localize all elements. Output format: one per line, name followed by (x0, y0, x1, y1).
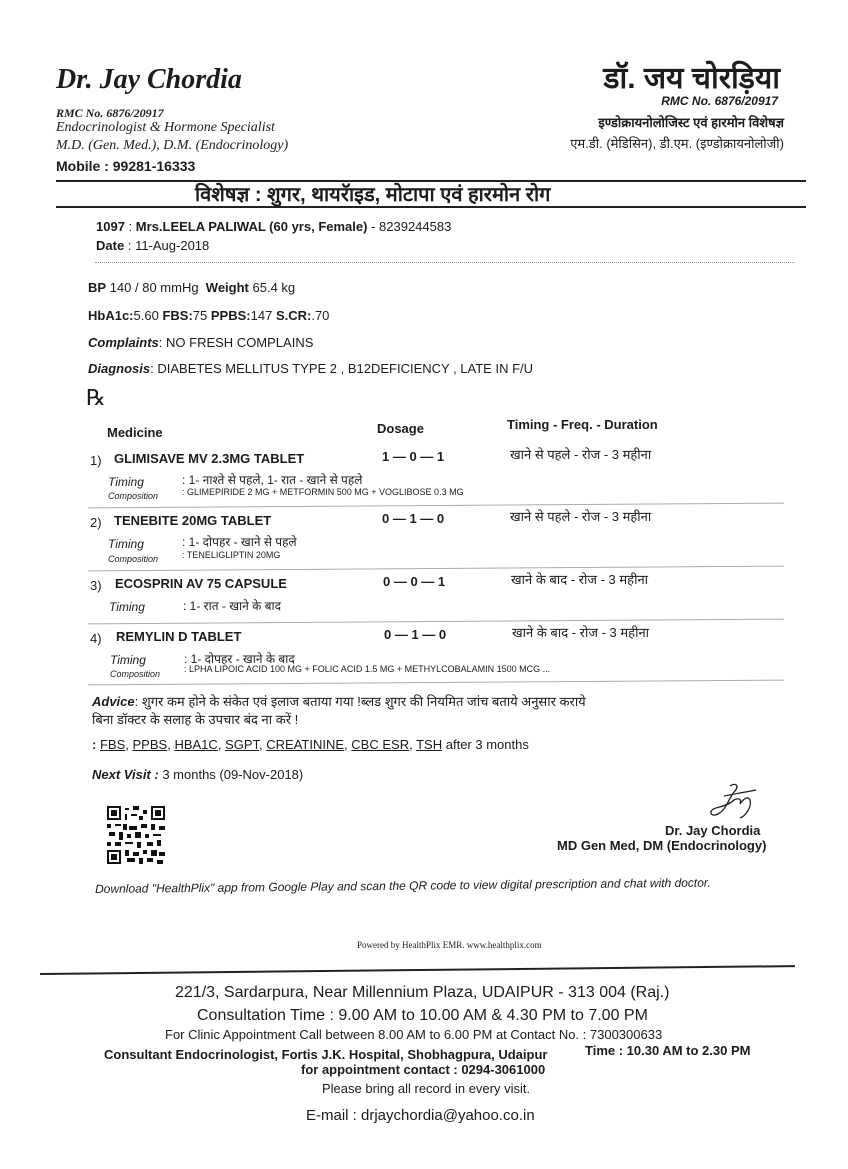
labs-line (88, 308, 329, 323)
dosage-header: Dosage (377, 421, 424, 436)
footer-appointment: For Clinic Appointment Call between 8.00 AM to 6.00 PM at Contact No. : 7300300633 (165, 1027, 663, 1042)
test-sep: , (167, 737, 171, 752)
date-label: Date (96, 238, 125, 253)
medicine-name: TENEBITE 20MG TABLET (114, 513, 272, 528)
medicine-timing: : 1- दोपहर - खाने के बाद (184, 652, 295, 666)
medicine-name: REMYLIN D TABLET (116, 629, 242, 644)
date-colon: : (127, 238, 132, 253)
ppbs-label: PPBS: (210, 308, 251, 323)
composition-label: Composition (110, 669, 161, 679)
visit-date: 11-Aug-2018 (135, 238, 210, 253)
advice-line-1 (92, 692, 586, 710)
test-sep: , (259, 737, 263, 752)
footer-fortis: Consultant Endocrinologist, Fortis J.K. Hospital, Shobhagpura, Udaipur (104, 1047, 548, 1062)
test-sgpt: SGPT (225, 737, 260, 752)
test-sep: , (344, 737, 348, 752)
test-ppbs: PPBS (132, 737, 168, 752)
medicine-timing: : 1- रात - खाने के बाद (183, 599, 281, 613)
test-cbc-esr: CBC ESR (351, 737, 410, 752)
test-sep: , (217, 737, 222, 752)
doctor-name-hi: डॉ. जय चोरड़िया (603, 62, 780, 95)
medicine-dosage: 0 — 0 — 1 (383, 574, 446, 589)
row-divider (88, 503, 784, 509)
medicine-name: GLIMISAVE MV 2.3MG TABLET (114, 451, 305, 466)
download-app-text: Download "HealthPlix" app from Google Play and scan the QR code to view digital prescription and chat with doctor. (95, 875, 711, 896)
powered-by: Powered by HealthPlix EMR. www.healthplix.com (357, 940, 542, 950)
degrees-en: M.D. (Gen. Med.), D.M. (Endocrinology) (56, 138, 289, 153)
weight-label: Weight (205, 280, 249, 295)
medicine-freq: खाने से पहले - रोज - 3 महीना (510, 509, 652, 524)
speciality-banner: विशेषज्ञ : शुगर, थायरॅाइड, मोटापा एवं हारमोन रोग (195, 184, 551, 206)
medicine-composition: : LPHA LIPOIC ACID 100 MG + FOLIC ACID 1.5 MG + METHYLCOBALAMIN 1500 MCG ... (184, 664, 551, 674)
medicine-name: ECOSPRIN AV 75 CAPSULE (115, 576, 287, 591)
row-divider (88, 619, 784, 625)
patient-id: 1097 (96, 219, 125, 234)
patient-phone: - 8239244583 (371, 219, 452, 234)
test-fbs: FBS (99, 737, 126, 752)
medicine-number: 3) (90, 578, 102, 593)
advice-text-1: : शुगर कम होने के संकेत एवं इलाज बताया गया !ब्लड शुगर की नियमित जांच बताये अनुसार कराये (134, 694, 586, 709)
signature-scribble-icon (700, 780, 760, 820)
complaints-text: : NO FRESH COMPLAINS (158, 335, 314, 350)
date-line (96, 238, 209, 253)
signature-degree: MD Gen Med, DM (Endocrinology) (557, 838, 767, 853)
scr-label: S.CR: (275, 308, 312, 323)
ppbs-value: 147 (250, 308, 273, 323)
tests-prefix: : (92, 737, 97, 752)
next-visit-value: 3 months (09-Nov-2018) (162, 767, 304, 782)
diagnosis-label: Diagnosis (88, 361, 151, 376)
footer-fortis-time: Time : 10.30 AM to 2.30 PM (585, 1043, 751, 1058)
hba1c-value: 5.60 (133, 308, 159, 323)
footer-rule (40, 965, 795, 975)
timing-label: Timing (108, 475, 144, 489)
medicine-freq: खाने के बाद - रोज - 3 महीना (512, 625, 650, 640)
medicine-timing: : 1- दोपहर - खाने से पहले (182, 535, 297, 549)
medicine-number: 2) (90, 515, 102, 530)
footer-address: 221/3, Sardarpura, Near Millennium Plaza, UDAIPUR - 313 004 (Raj.) (175, 984, 670, 1001)
timing-label: Timing (108, 537, 144, 551)
diagnosis-text: : DIABETES MELLITUS TYPE 2 , B12DEFICIENCY , LATE IN F/U (150, 361, 534, 376)
tests-line (92, 737, 529, 752)
doctor-name-en: Dr. Jay Chordia (56, 64, 242, 95)
test-sep: , (409, 737, 413, 752)
fbs-label: FBS: (162, 308, 193, 323)
rx-symbol: ℞ (86, 386, 106, 411)
patient-divider (95, 262, 795, 263)
test-sep: , (125, 737, 129, 752)
composition-label: Composition (108, 491, 159, 501)
rmc-hi: RMC No. 6876/20917 (661, 94, 778, 108)
footer-email: E-mail : drjaychordia@yahoo.co.in (306, 1107, 535, 1124)
medicine-freq: खाने के बाद - रोज - 3 महीना (511, 572, 649, 587)
footer-consultation: Consultation Time : 9.00 AM to 10.00 AM & 4.30 PM to 7.00 PM (197, 1007, 648, 1024)
medicine-dosage: 0 — 1 — 0 (382, 511, 445, 526)
advice-label: Advice (92, 694, 135, 709)
medicine-number: 1) (90, 453, 102, 468)
vitals-line (88, 280, 295, 295)
patient-name: Mrs.LEELA PALIWAL (60 yrs, Female) (135, 219, 368, 234)
row-divider (88, 566, 784, 572)
test-tsh: TSH (416, 737, 443, 752)
signature-name: Dr. Jay Chordia (665, 823, 761, 838)
composition-label: Composition (108, 554, 159, 564)
medicine-dosage: 1 — 0 — 1 (382, 449, 445, 464)
medicine-composition: : TENELIGLIPTIN 20MG (182, 550, 281, 560)
qr-code-icon (107, 806, 165, 864)
medicine-timing: : 1- नाश्ते से पहले, 1- रात - खाने से पहले (182, 473, 363, 487)
weight-value: 65.4 kg (252, 280, 296, 295)
test-creatinine: CREATININE (266, 737, 345, 752)
patient-line (96, 219, 451, 234)
bp-value: 140 / 80 mmHg (109, 280, 199, 295)
fbs-value: 75 (192, 308, 208, 323)
medicine-number: 4) (90, 631, 102, 646)
diagnosis-line (88, 361, 533, 376)
complaints-line (88, 335, 313, 350)
medicine-composition: : GLIMEPIRIDE 2 MG + METFORMIN 500 MG + VOGLIBOSE 0.3 MG (182, 487, 464, 497)
bp-label: BP (88, 280, 107, 295)
speciality-en: Endocrinologist & Hormone Specialist (56, 120, 275, 135)
timing-label: Timing (110, 653, 146, 667)
rmc-en: RMC No. 6876/20917 (56, 106, 164, 120)
next-visit-label: Next Visit : (92, 767, 159, 782)
scr-value: .70 (311, 308, 330, 323)
medicine-header: Medicine (107, 425, 163, 440)
footer-records: Please bring all record in every visit. (322, 1081, 531, 1096)
timing-header: Timing - Freq. - Duration (507, 417, 658, 432)
row-divider (88, 680, 784, 686)
next-visit-line (92, 767, 303, 782)
complaints-label: Complaints (88, 335, 159, 350)
advice-line-2: बिना डॉक्टर के सलाह के उपचार बंद ना करें ! (92, 712, 299, 727)
footer-fortis-contact: for appointment contact : 0294-3061000 (301, 1062, 546, 1077)
hba1c-label: HbA1c: (88, 308, 134, 323)
patient-colon: : (128, 219, 133, 234)
tests-suffix: after 3 months (445, 737, 529, 752)
header-rule-bottom (56, 206, 806, 208)
mobile-number: Mobile : 99281-16333 (56, 158, 196, 174)
timing-label: Timing (109, 600, 145, 614)
test-hba1c: HBA1C (174, 737, 218, 752)
medicine-dosage: 0 — 1 — 0 (384, 627, 447, 642)
degrees-hi: एम.डी. (मेडिसिन), डी.एम. (इण्डोक्रायनोलोजी) (570, 136, 784, 151)
speciality-hi: इण्डोक्रायनोलोजिस्ट एवं हारमोन विशेषज्ञ (598, 115, 784, 130)
medicine-freq: खाने से पहले - रोज - 3 महीना (510, 447, 652, 462)
